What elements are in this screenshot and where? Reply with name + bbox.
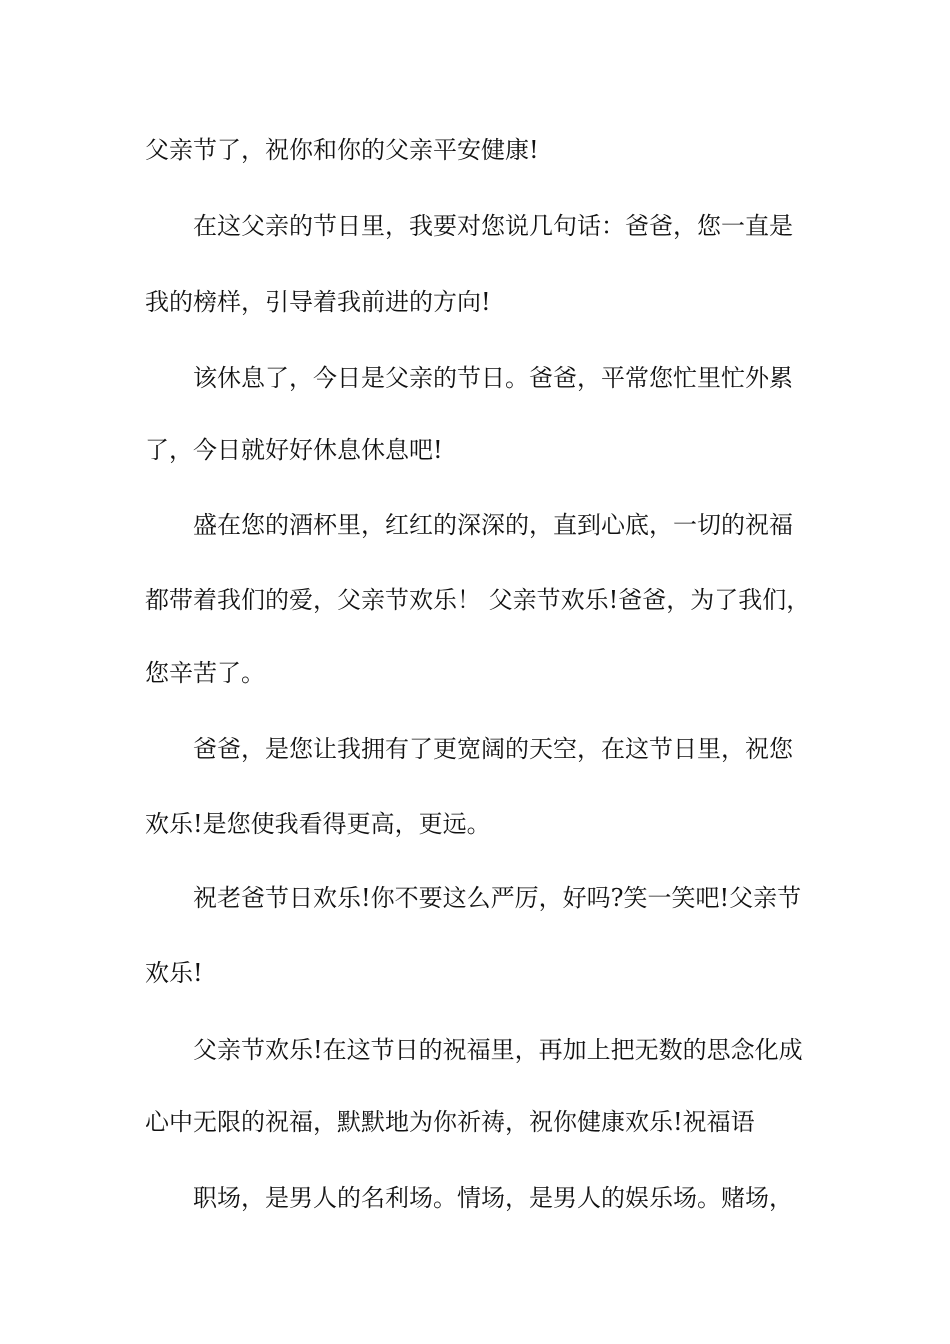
text-line: 心中无限的祝福，默默地为你祈祷，祝你健康欢乐!祝福语 [145, 1108, 755, 1136]
text-line: 父亲节了，祝你和你的父亲平安健康! [145, 136, 539, 164]
paragraph-first-line: 祝老爸节日欢乐!你不要这么严厉，好吗?笑一笑吧!父亲节 [193, 884, 802, 912]
paragraph-first-line: 爸爸，是您让我拥有了更宽阔的天空，在这节日里，祝您 [193, 735, 793, 763]
text-line: 都带着我们的爱，父亲节欢乐！ 父亲节欢乐!爸爸，为了我们， [145, 586, 811, 614]
text-line: 欢乐!是您使我看得更高，更远。 [145, 810, 491, 838]
text-line: 了，今日就好好休息休息吧! [145, 436, 443, 464]
paragraph-first-line: 职场，是男人的名利场。情场，是男人的娱乐场。赌场， [193, 1184, 793, 1212]
paragraph-first-line: 盛在您的酒杯里，红红的深深的，直到心底，一切的祝福 [193, 511, 793, 539]
text-line: 我的榜样，引导着我前进的方向! [145, 288, 491, 316]
text-line: 欢乐! [145, 959, 203, 987]
text-line: 您辛苦了。 [145, 659, 265, 687]
paragraph-first-line: 该休息了，今日是父亲的节日。爸爸，平常您忙里忙外累 [193, 364, 793, 392]
paragraph-first-line: 父亲节欢乐!在这节日的祝福里，再加上把无数的思念化成 [193, 1036, 803, 1064]
paragraph-first-line: 在这父亲的节日里，我要对您说几句话：爸爸，您一直是 [193, 212, 793, 240]
